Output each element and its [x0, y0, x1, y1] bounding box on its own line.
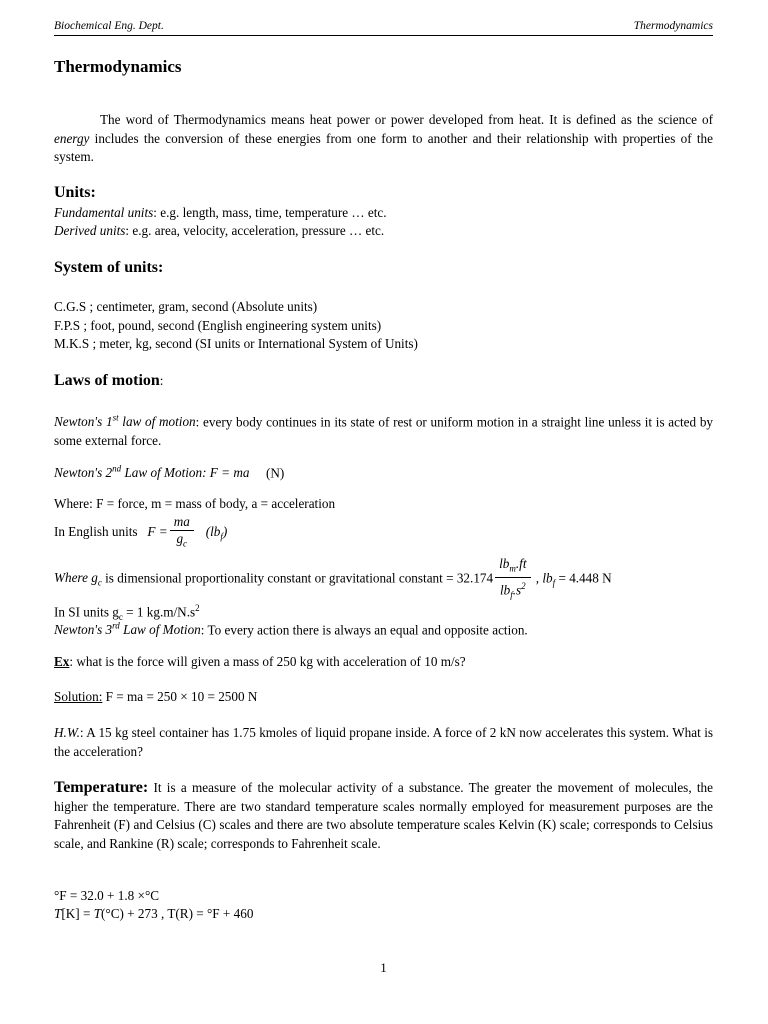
lbf-value: = 4.448 N — [555, 570, 612, 586]
gc-den-sub: f — [510, 589, 513, 600]
units-heading: Units: — [54, 184, 96, 201]
gc-num-sub: m — [509, 563, 516, 574]
laws-heading: Laws of motion — [54, 372, 160, 389]
derived-units-text: : e.g. area, velocity, acceleration, pressure … etc. — [125, 223, 385, 238]
lbf-label: , lb — [535, 570, 553, 586]
fraction-numerator: ma — [170, 514, 194, 531]
gc-definition-line — [54, 556, 713, 603]
english-units-line — [54, 514, 713, 552]
fundamental-units-label: Fundamental units — [54, 205, 154, 220]
homework-text: : A 15 kg steel container has 1.75 kmoles of liquid propane inside. A force of 2 kN now accelerates this system. What is the acceleration? — [54, 725, 713, 759]
newton-third-law — [54, 617, 713, 640]
eq2-t-symbol: T — [54, 906, 62, 921]
si-gc-sub: c — [118, 612, 123, 623]
homework-paragraph — [54, 724, 713, 761]
solution-line — [54, 688, 713, 707]
third-law-label: Newton's 3 — [54, 622, 113, 638]
fraction-denominator-sub: c — [183, 538, 188, 549]
gc-den: lb — [499, 582, 511, 598]
laws-colon: : — [159, 373, 164, 388]
temperature-heading: Temperature: — [54, 779, 149, 796]
temperature-equation-2 — [54, 905, 713, 924]
intro-text-end: includes the conversion of these energies from one form to another and their relationship with properties of the system. — [54, 130, 713, 164]
gc-label-sub: c — [97, 578, 102, 589]
eq2-t-symbol-2: T — [93, 906, 102, 921]
intro-text: The word of Thermodynamics means heat power or power developed from heat. It is defined as the science of — [100, 112, 713, 127]
derived-units-line — [54, 222, 713, 241]
english-units-label: In English units — [54, 523, 138, 539]
example-label: Ex — [54, 654, 70, 669]
system-heading: System of units: — [54, 259, 164, 276]
gc-units-fraction — [495, 556, 530, 603]
si-gc-sup: 2 — [195, 603, 200, 613]
first-law-label: Newton's 1 — [54, 414, 113, 430]
example-text: : what is the force will given a mass of 250 kg with acceleration of 10 m/s? — [69, 654, 466, 669]
second-law-label: Newton's 2 — [54, 465, 113, 481]
first-law-sup: st — [112, 413, 119, 423]
laws-heading-line — [54, 372, 713, 391]
temperature-text: It is a measure of the molecular activity of a substance. The greater the movement of molecules, the higher the temperature. There are two standard temperature scales normally employed for measurement purposes are the Fahrenheit (F) and Celsius (C) scales and there are two absolute temperature scales Kelvin (K) scale; corresponds to Celsius scale, and Rankine (R) scale; corresponds to Fahrenheit scale. — [54, 780, 713, 851]
header-subject: Thermodynamics — [633, 20, 713, 32]
header-department: Biochemical Eng. Dept. — [54, 20, 164, 32]
system-line-cgs: C.G.S ; centimeter, gram, second (Absolute units) — [54, 299, 318, 314]
example-line — [54, 653, 713, 672]
temperature-paragraph — [54, 779, 713, 853]
system-line-mks: M.K.S ; meter, kg, second (SI units or International System of Units) — [54, 336, 418, 351]
newton-first-law — [54, 409, 713, 450]
si-gc-value: = 1 kg.m/N.s — [122, 604, 196, 620]
page-number: 1 — [380, 960, 387, 975]
lbf-sub: f — [552, 578, 556, 589]
page-title: Thermodynamics — [54, 57, 182, 76]
second-law-unit: (N) — [265, 465, 285, 481]
third-law-label-end: Law of Motion — [119, 622, 201, 638]
newton-second-law — [54, 460, 713, 483]
homework-label: H.W. — [54, 725, 80, 740]
where-definitions: Where: F = force, m = mass of body, a = acceleration — [54, 496, 336, 511]
third-law-text: : To every action there is always an equal and opposite action. — [200, 622, 528, 638]
third-law-sup: rd — [112, 621, 120, 631]
system-line-fps: F.P.S ; foot, pound, second (English engineering system units) — [54, 318, 382, 333]
ma-over-gc-fraction — [170, 514, 194, 552]
gc-text: is dimensional proportionality constant or gravitational constant = 32.174 — [101, 570, 494, 586]
first-law-text: : every body continues in its state of rest or uniform motion in a straight line unless it is acted by some external force. — [54, 414, 714, 448]
english-unit: (lb — [205, 523, 221, 539]
fundamental-units-text: : e.g. length, mass, time, temperature … etc. — [153, 205, 387, 220]
english-unit-sub: f — [220, 531, 223, 542]
second-law-equation: : F = ma — [202, 465, 250, 481]
english-unit-end: ) — [222, 523, 228, 539]
english-force-symbol: F = — [147, 523, 168, 539]
gc-num: lb — [499, 556, 510, 571]
solution-text: F = ma = 250 × 10 = 2500 N — [102, 689, 258, 704]
fraction-denominator: g — [176, 531, 184, 546]
temperature-equation-1: °F = 32.0 + 1.8 ×°C — [54, 888, 160, 903]
gc-den-end: .s — [512, 582, 522, 598]
second-law-label-end: Law of Motion — [121, 465, 203, 481]
eq2-kelvin: [K] = — [61, 906, 94, 921]
gc-den-sup: 2 — [521, 580, 526, 591]
si-units-label: In SI units g — [54, 604, 119, 620]
running-header — [54, 20, 713, 36]
first-law-label-end: law of motion — [118, 414, 196, 430]
intro-energy: energy — [54, 130, 90, 146]
intro-paragraph — [54, 111, 713, 167]
second-law-sup: nd — [112, 464, 122, 474]
solution-label: Solution: — [54, 689, 103, 704]
derived-units-label: Derived units — [54, 223, 126, 238]
eq2-rest: (°C) + 273 , T(R) = °F + 460 — [101, 906, 254, 921]
gc-label: Where g — [54, 570, 98, 586]
fundamental-units-line — [54, 204, 713, 223]
gc-num-end: .ft — [515, 556, 527, 571]
